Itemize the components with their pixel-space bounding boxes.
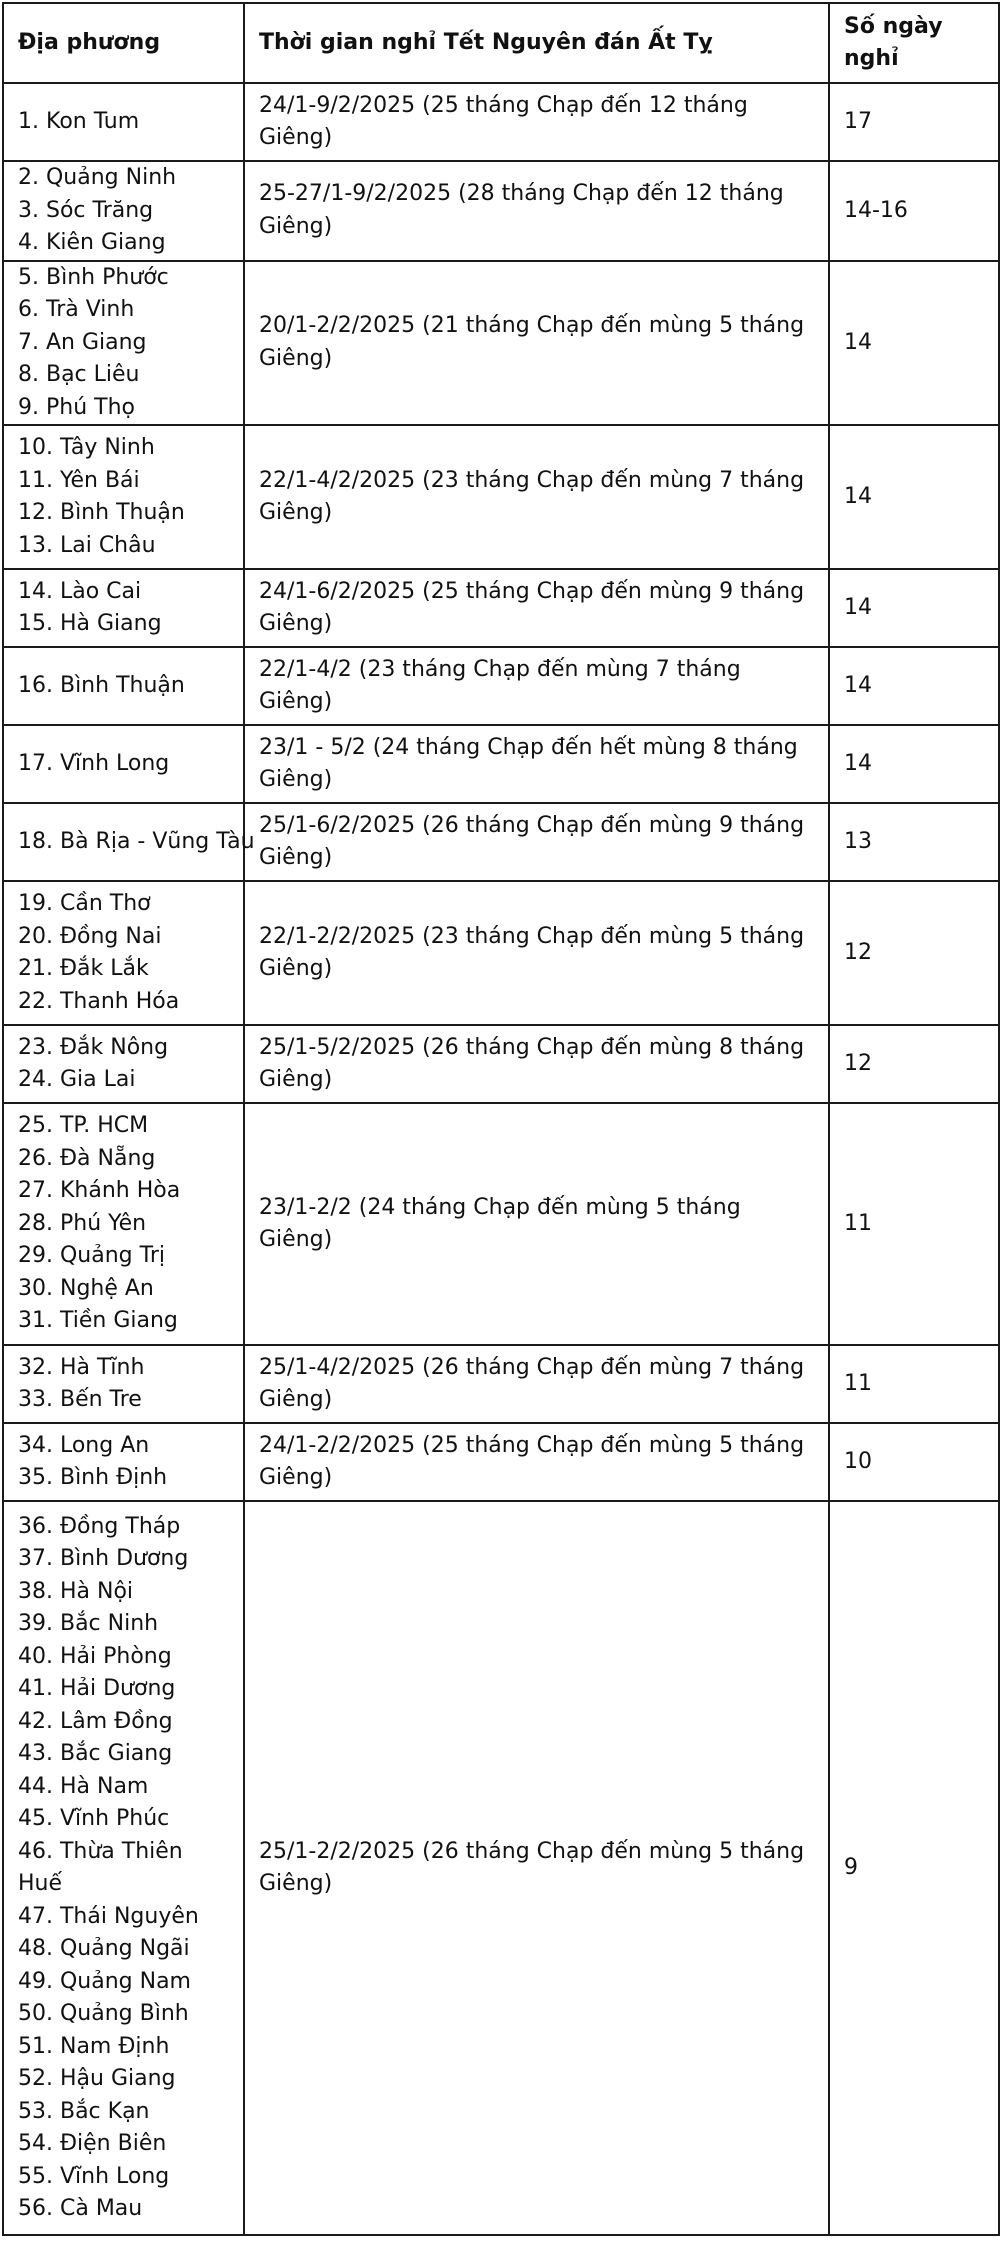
period-cell <box>244 161 829 261</box>
place-cell <box>3 1025 244 1103</box>
place-name: 26. Đà Nẵng <box>18 1145 156 1171</box>
place-name: 35. Bình Định <box>18 1465 168 1490</box>
days-value: 12 <box>844 1050 872 1076</box>
table-row <box>3 569 999 647</box>
period-text: 22/1-4/2/2025 (23 tháng Chạp đến mùng 7 tháng Giêng) <box>259 467 805 525</box>
period-cell <box>244 1103 829 1345</box>
place-name: 45. Vĩnh Phúc <box>18 1806 170 1831</box>
days-value: 14 <box>844 750 872 776</box>
period-cell <box>244 881 829 1025</box>
days-cell <box>829 1345 999 1423</box>
place-name: 46. Thừa Thiên <box>18 1838 183 1864</box>
place-name: 3. Sóc Trăng <box>18 197 154 223</box>
days-value: 10 <box>844 1448 872 1474</box>
days-cell <box>829 881 999 1025</box>
days-cell <box>829 725 999 803</box>
days-cell <box>829 425 999 569</box>
days-cell <box>829 569 999 647</box>
place-cell <box>3 1423 244 1501</box>
place-name: 43. Bắc Giang <box>18 1741 173 1766</box>
days-value: 14 <box>844 594 872 620</box>
place-name: 5. Bình Phước <box>18 264 169 290</box>
place-name: 37. Bình Dương <box>18 1546 189 1571</box>
period-cell <box>244 803 829 881</box>
place-cell <box>3 261 244 426</box>
place-cell <box>3 1345 244 1423</box>
place-cell <box>3 1501 244 2235</box>
header-days: Số ngày nghỉ <box>829 3 999 83</box>
place-name: Huế <box>18 1871 63 1896</box>
table-row <box>3 1423 999 1501</box>
period-text: 25/1-6/2/2025 (26 tháng Chạp đến mùng 9 tháng Giêng) <box>259 812 805 870</box>
place-name: 52. Hậu Giang <box>18 2066 176 2091</box>
place-name: 21. Đắk Lắk <box>18 956 149 981</box>
place-name: 23. Đắk Nông <box>18 1034 169 1060</box>
period-cell <box>244 1345 829 1423</box>
place-name: 53. Bắc Kạn <box>18 2098 150 2124</box>
place-name: 25. TP. HCM <box>18 1113 149 1139</box>
place-cell <box>3 425 244 569</box>
place-name: 13. Lai Châu <box>18 532 156 558</box>
period-cell <box>244 261 829 426</box>
place-name: 56. Cà Mau <box>18 2196 143 2221</box>
place-name: 19. Cần Thơ <box>18 891 151 916</box>
period-cell <box>244 1025 829 1103</box>
table-row <box>3 1345 999 1423</box>
period-text: 24/1-9/2/2025 (25 tháng Chạp đến 12 tháng Giêng) <box>259 92 748 150</box>
place-name: 14. Lào Cai <box>18 578 142 604</box>
place-name: 39. Bắc Ninh <box>18 1611 159 1636</box>
place-name: 8. Bạc Liêu <box>18 362 140 387</box>
period-cell <box>244 1501 829 2235</box>
header-row <box>3 3 999 83</box>
place-name: 6. Trà Vinh <box>18 297 135 322</box>
days-cell <box>829 803 999 881</box>
place-name: 20. Đồng Nai <box>18 923 162 949</box>
table-row <box>3 725 999 803</box>
place-name: 41. Hải Dương <box>18 1676 176 1701</box>
period-text: 20/1-2/2/2025 (21 tháng Chạp đến mùng 5 tháng Giêng) <box>259 313 805 371</box>
table-row <box>3 425 999 569</box>
place-cell <box>3 569 244 647</box>
period-text: 25/1-5/2/2025 (26 tháng Chạp đến mùng 8 tháng Giêng) <box>259 1034 805 1092</box>
period-text: 23/1-2/2 (24 tháng Chạp đến mùng 5 tháng Giêng) <box>259 1194 741 1252</box>
header-period: Thời gian nghỉ Tết Nguyên đán Ất Tỵ <box>244 3 829 83</box>
table-row <box>3 161 999 261</box>
place-name: 24. Gia Lai <box>18 1067 136 1092</box>
table-body <box>3 83 999 2235</box>
place-name: 10. Tây Ninh <box>18 435 155 460</box>
period-cell <box>244 647 829 725</box>
days-value: 14-16 <box>844 197 908 223</box>
days-value: 14 <box>844 672 872 698</box>
place-cell <box>3 161 244 261</box>
place-name: 33. Bến Tre <box>18 1387 142 1412</box>
place-name: 15. Hà Giang <box>18 611 162 636</box>
period-text: 25/1-2/2/2025 (26 tháng Chạp đến mùng 5 tháng Giêng) <box>259 1838 805 1896</box>
days-cell <box>829 1103 999 1345</box>
place-name: 40. Hải Phòng <box>18 1643 172 1669</box>
place-name: 12. Bình Thuận <box>18 500 185 525</box>
place-name: 31. Tiền Giang <box>18 1308 178 1334</box>
days-cell <box>829 647 999 725</box>
days-cell <box>829 1501 999 2235</box>
place-name: 32. Hà Tĩnh <box>18 1354 145 1380</box>
days-value: 14 <box>844 483 872 509</box>
place-name: 38. Hà Nội <box>18 1578 134 1604</box>
days-cell <box>829 161 999 261</box>
period-text: 23/1 - 5/2 (24 tháng Chạp đến hết mùng 8 tháng Giêng) <box>259 734 798 792</box>
place-name: 30. Nghệ An <box>18 1275 154 1301</box>
place-name: 17. Vĩnh Long <box>18 750 170 776</box>
place-cell <box>3 1103 244 1345</box>
period-text: 22/1-4/2 (23 tháng Chạp đến mùng 7 tháng Giêng) <box>259 656 741 714</box>
days-value: 12 <box>844 939 872 965</box>
place-name: 51. Nam Định <box>18 2033 170 2059</box>
table-row <box>3 647 999 725</box>
period-text: 22/1-2/2/2025 (23 tháng Chạp đến mùng 5 tháng Giêng) <box>259 923 805 981</box>
table-row <box>3 803 999 881</box>
days-value: 11 <box>844 1370 872 1396</box>
place-name: 27. Khánh Hòa <box>18 1178 181 1204</box>
period-cell <box>244 569 829 647</box>
period-cell <box>244 725 829 803</box>
days-cell <box>829 1025 999 1103</box>
period-text: 25-27/1-9/2/2025 (28 tháng Chạp đến 12 tháng Giêng) <box>259 181 784 239</box>
place-name: 34. Long An <box>18 1432 150 1458</box>
place-name: 47. Thái Nguyên <box>18 1903 199 1929</box>
period-text: 24/1-2/2/2025 (25 tháng Chạp đến mùng 5 tháng Giêng) <box>259 1432 805 1490</box>
holiday-schedule-table <box>2 2 1000 2236</box>
days-cell <box>829 83 999 161</box>
place-name: 11. Yên Bái <box>18 467 140 493</box>
table-row <box>3 261 999 426</box>
place-name: 16. Bình Thuận <box>18 672 185 698</box>
days-value: 13 <box>844 828 872 854</box>
period-cell <box>244 83 829 161</box>
place-name: 1. Kon Tum <box>18 108 140 134</box>
place-cell <box>3 725 244 803</box>
place-name: 50. Quảng Bình <box>18 2001 189 2026</box>
table-row <box>3 1025 999 1103</box>
days-value: 14 <box>844 329 872 355</box>
place-cell <box>3 83 244 161</box>
table-row <box>3 881 999 1025</box>
place-name: 42. Lâm Đồng <box>18 1708 173 1734</box>
period-text: 24/1-6/2/2025 (25 tháng Chạp đến mùng 9 tháng Giêng) <box>259 578 805 636</box>
place-name: 18. Bà Rịa - Vũng Tàu <box>18 828 255 854</box>
place-name: 55. Vĩnh Long <box>18 2163 170 2189</box>
place-cell <box>3 881 244 1025</box>
header-place: Địa phương <box>3 3 244 83</box>
table-row <box>3 1501 999 2235</box>
days-value: 9 <box>844 1854 858 1880</box>
place-cell <box>3 803 255 881</box>
period-text: 25/1-4/2/2025 (26 tháng Chạp đến mùng 7 tháng Giêng) <box>259 1354 805 1412</box>
place-cell <box>3 647 244 725</box>
days-value: 11 <box>844 1210 872 1236</box>
period-cell <box>244 425 829 569</box>
days-cell <box>829 261 999 426</box>
place-name: 29. Quảng Trị <box>18 1243 165 1269</box>
place-name: 48. Quảng Ngãi <box>18 1936 190 1961</box>
place-name: 28. Phú Yên <box>18 1210 147 1236</box>
place-name: 36. Đồng Tháp <box>18 1513 181 1539</box>
period-cell <box>244 1423 829 1501</box>
place-name: 49. Quảng Nam <box>18 1968 191 1994</box>
place-name: 2. Quảng Ninh <box>18 165 177 190</box>
place-name: 4. Kiên Giang <box>18 230 166 255</box>
place-name: 9. Phú Thọ <box>18 394 135 420</box>
days-cell <box>829 1423 999 1501</box>
days-value: 17 <box>844 108 872 134</box>
place-name: 7. An Giang <box>18 329 147 355</box>
place-name: 22. Thanh Hóa <box>18 988 180 1014</box>
table-row <box>3 1103 999 1345</box>
place-name: 54. Điện Biên <box>18 2131 167 2156</box>
table-row <box>3 83 999 161</box>
place-name: 44. Hà Nam <box>18 1773 149 1799</box>
